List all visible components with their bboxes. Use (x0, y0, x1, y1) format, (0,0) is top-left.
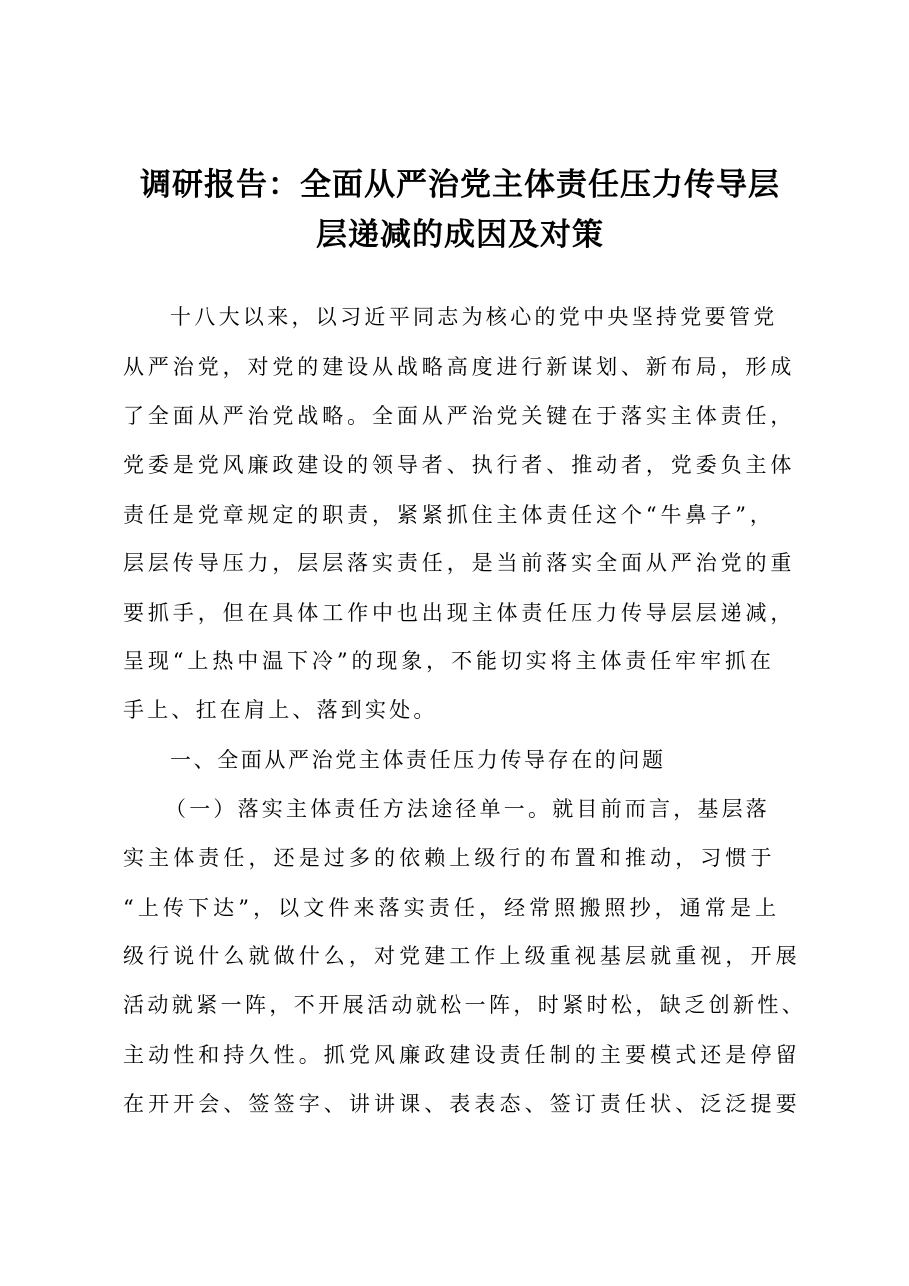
paragraph-1-line-2: 从严治党，对党的建设从战略高度进行新谋划、新布局，形成 (123, 355, 796, 379)
paragraph-1-line-4: 党委是党风廉政建设的领导者、执行者、推动者，党委负主体 (123, 453, 796, 477)
paragraph-1-line-5: 责任是党章规定的职责，紧紧抓住主体责任这个“牛鼻子”， (123, 503, 775, 527)
paragraph-1-line-8: 呈现“上热中温下冷”的现象，不能切实将主体责任牢牢抓在 (123, 649, 775, 673)
paragraph-1-line-7: 要抓手，但在具体工作中也出现主体责任压力传导层层递减， (123, 601, 796, 625)
paragraph-2-line-1: （一）落实主体责任方法途径单一。就目前而言，基层落 (165, 797, 770, 821)
paragraph-2-line-7: 在开开会、签签字、讲讲课、表表态、签订责任状、泛泛提要 (123, 1092, 801, 1116)
title-line-2: 层递减的成因及对策 (316, 217, 604, 253)
paragraph-1-line-3: 了全面从严治党战略。全面从严治党关键在于落实主体责任， (123, 404, 796, 428)
paragraph-2-line-6: 主动性和持久性。抓党风廉政建设责任制的主要模式还是停留 (123, 1043, 801, 1067)
document-title (120, 160, 800, 260)
paragraph-2-line-4: 级行说什么就做什么，对党建工作上级重视基层就重视，开展 (123, 944, 801, 968)
paragraph-1-line-1: 十八大以来，以习近平同志为核心的党中央坚持党要管党 (170, 305, 778, 329)
section-heading-1: 一、全面从严治党主体责任压力传导存在的问题 (170, 748, 666, 772)
paragraph-2-line-3: “上传下达”，以文件来落实责任，经常照搬照抄，通常是上 (123, 896, 781, 920)
paragraph-2-line-2: 实主体责任，还是过多的依赖上级行的布置和推动，习惯于 (123, 846, 776, 870)
paragraph-2-line-5: 活动就紧一阵，不开展活动就松一阵，时紧时松，缺乏创新性、 (123, 993, 807, 1017)
title-line-1: 调研报告：全面从严治党主体责任压力传导层 (140, 167, 780, 203)
paragraph-1-line-9: 手上、扛在肩上、落到实处。 (123, 698, 438, 722)
paragraph-1-line-6: 层层传导压力，层层落实责任，是当前落实全面从严治党的重 (123, 551, 796, 575)
